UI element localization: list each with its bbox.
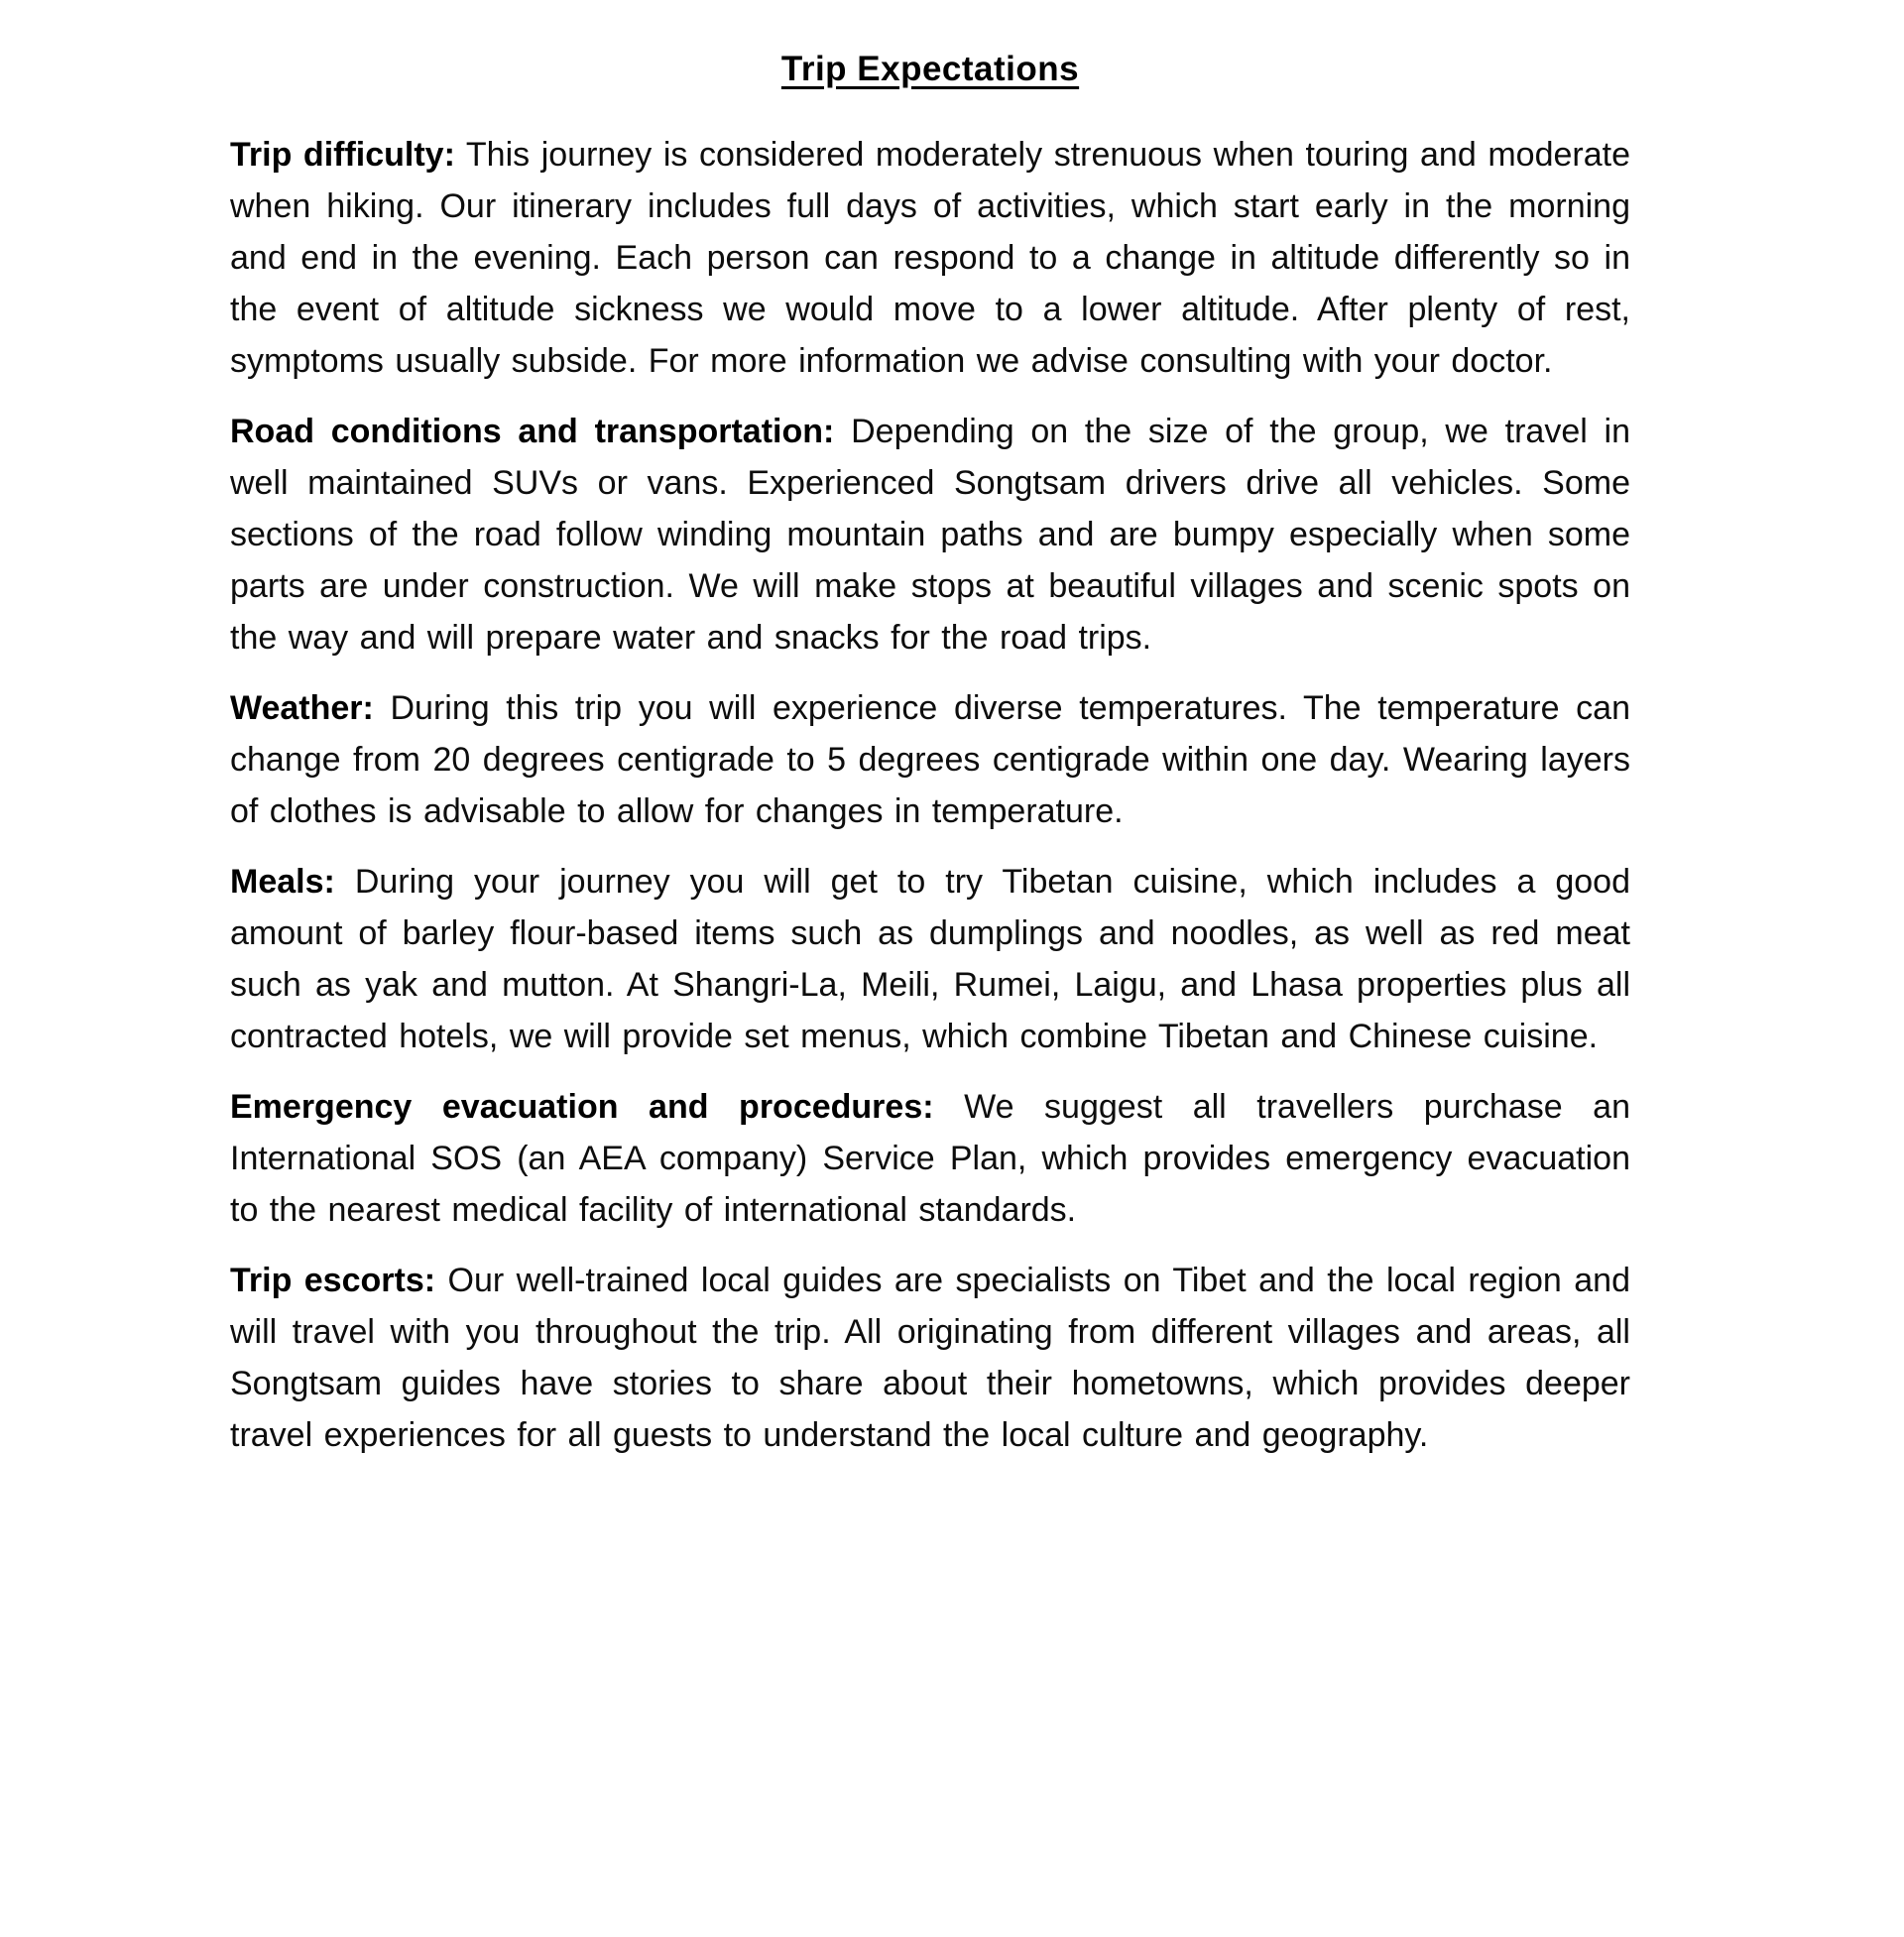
paragraph-label: Trip escorts: xyxy=(230,1262,436,1299)
paragraph-text: We suggest all travellers purchase an International SOS (an AEA company) Service Plan, which provides emergency evacuation to the nearest medical facility of international standards. xyxy=(230,1088,1630,1229)
paragraph-text: Depending on the size of the group, we travel in well maintained SUVs or vans. Experienced Songtsam drivers drive all vehicles. Some sections of the road follow winding mountain paths and are bumpy especially when some parts are under construction. We will make stops at beautiful villages and scenic spots on the way and will prepare water and snacks for the road trips. xyxy=(230,413,1630,657)
paragraph-label: Trip difficulty: xyxy=(230,136,455,174)
paragraph-label: Weather: xyxy=(230,689,374,727)
paragraph-trip-difficulty xyxy=(230,129,1630,387)
paragraph-label: Emergency evacuation and procedures: xyxy=(230,1088,934,1126)
paragraph-weather xyxy=(230,682,1630,837)
paragraph-meals xyxy=(230,856,1630,1062)
page-title: Trip Expectations xyxy=(780,50,1080,88)
paragraph-text: Our well-trained local guides are specialists on Tibet and the local region and will travel with you throughout the trip. All originating from different villages and areas, all Songtsam guides have stories to share about their hometowns, which provides deeper travel experiences for all guests to understand the local culture and geography. xyxy=(230,1262,1630,1454)
paragraph-text: During this trip you will experience diverse temperatures. The temperature can change from 20 degrees centigrade to 5 degrees centigrade within one day. Wearing layers of clothes is advisable to allow for changes in temperature. xyxy=(230,689,1630,830)
paragraph-road-conditions xyxy=(230,406,1630,664)
paragraph-label: Road conditions and transportation: xyxy=(230,413,835,450)
paragraph-label: Meals: xyxy=(230,863,335,901)
document-content xyxy=(230,50,1630,1480)
paragraph-text: During your journey you will get to try Tibetan cuisine, which includes a good amount of barley flour-based items such as dumplings and noodles, as well as red meat such as yak and mutton. At Shangri-La, Meili, Rumei, Laigu, and Lhasa properties plus all contracted hotels, we will provide set menus, which combine Tibetan and Chinese cuisine. xyxy=(230,863,1630,1055)
paragraph-trip-escorts xyxy=(230,1255,1630,1461)
paragraph-emergency-evacuation xyxy=(230,1081,1630,1236)
paragraph-text: This journey is considered moderately strenuous when touring and moderate when hiking. Our itinerary includes full days of activities, which start early in the morning and end in the evening. Each person can respond to a change in altitude differently so in the event of altitude sickness we would move to a lower altitude. After plenty of rest, symptoms usually subside. For more information we advise consulting with your doctor. xyxy=(230,136,1630,380)
